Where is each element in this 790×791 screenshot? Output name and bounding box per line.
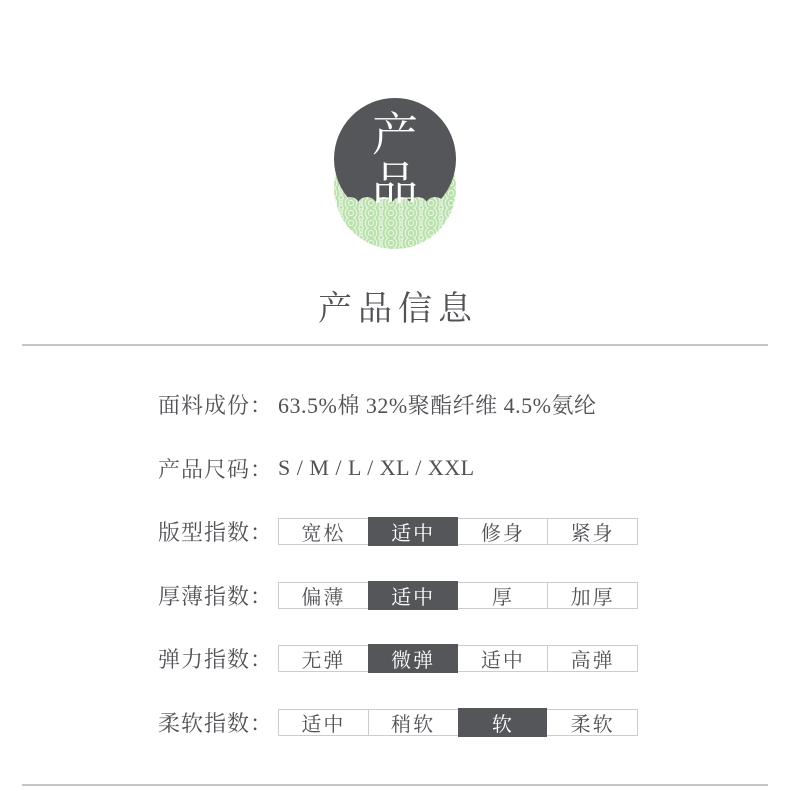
index-option: 无弹 bbox=[301, 650, 346, 672]
index-option: 紧身 bbox=[547, 519, 637, 544]
index-scale bbox=[278, 518, 638, 545]
product-badge-icon bbox=[331, 98, 459, 250]
row-label: 柔软指数： bbox=[158, 710, 274, 736]
index-scale bbox=[278, 582, 638, 609]
product-attributes bbox=[158, 391, 638, 772]
row-label: 产品尺码： bbox=[158, 456, 274, 482]
index-option: 宽松 bbox=[301, 523, 346, 545]
row-label: 厚薄指数： bbox=[158, 583, 274, 609]
index-option: 偏薄 bbox=[301, 586, 346, 609]
row-label: 面料成份： bbox=[158, 393, 274, 418]
index-scale bbox=[278, 645, 638, 672]
row-label: 弹力指数： bbox=[158, 647, 274, 672]
index-option: 柔软 bbox=[570, 713, 615, 736]
row-value: 63.5%棉 32%聚酯纤维 4.5%氨纶 bbox=[278, 393, 597, 418]
index-option: 加厚 bbox=[547, 583, 637, 608]
index-option: 厚 bbox=[491, 586, 514, 609]
index-option: 适中 bbox=[480, 650, 525, 672]
bottom-divider bbox=[22, 784, 768, 786]
index-option: 适中 bbox=[301, 713, 346, 736]
badge-char: 品 bbox=[372, 158, 418, 210]
index-option: 高弹 bbox=[547, 646, 637, 671]
index-option-selected: 适中 bbox=[368, 517, 458, 546]
index-scale bbox=[278, 709, 638, 736]
row-value: S / M / L / XL / XXL bbox=[278, 455, 475, 480]
index-option-selected: 微弹 bbox=[368, 644, 458, 673]
index-row bbox=[158, 645, 638, 672]
index-row bbox=[158, 709, 638, 736]
index-option-selected: 软 bbox=[458, 708, 548, 737]
page-title: 产品信息 bbox=[318, 291, 478, 328]
index-row bbox=[158, 518, 638, 545]
index-row bbox=[158, 582, 638, 609]
badge-char: 产 bbox=[372, 109, 418, 161]
top-divider bbox=[22, 344, 768, 346]
info-row bbox=[158, 455, 638, 482]
info-row bbox=[158, 391, 638, 418]
index-option: 稍软 bbox=[368, 710, 458, 735]
index-option-selected: 适中 bbox=[368, 581, 458, 610]
row-label: 版型指数： bbox=[158, 520, 274, 545]
index-option: 修身 bbox=[480, 523, 525, 545]
